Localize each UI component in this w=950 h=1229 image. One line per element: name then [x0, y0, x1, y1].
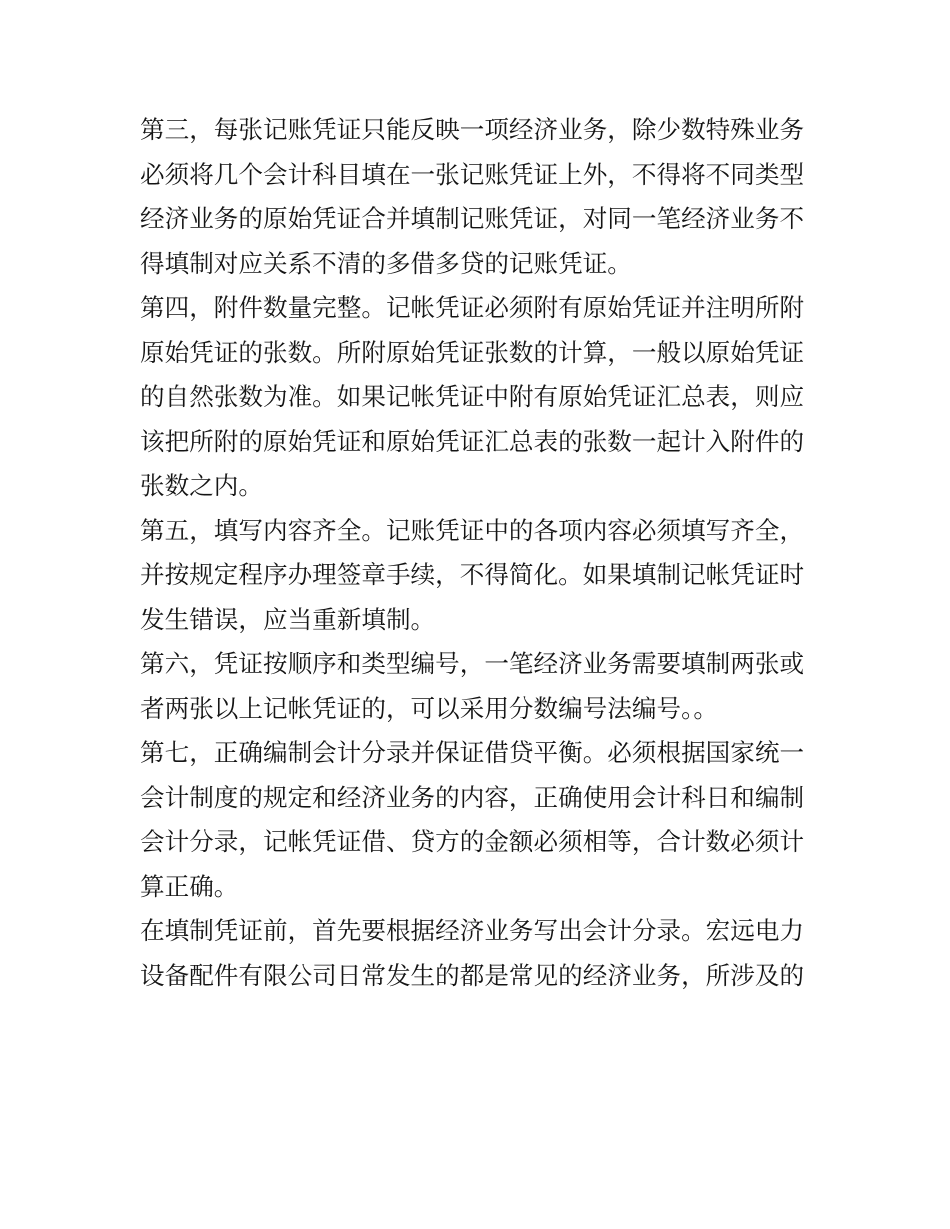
text-line: 必须将几个会计科目填在一张记账凭证上外，不得将不同类型 — [140, 159, 805, 189]
document-body — [140, 108, 812, 998]
text-line: 发生错误，应当重新填制。 — [140, 604, 436, 634]
text-line: 第三，每张记账凭证只能反映一项经济业务，除少数特殊业务 — [140, 115, 805, 144]
text-line: 得填制对应关系不清的多借多贷的记账凭证。 — [140, 248, 632, 278]
text-line: 第四，附件数量完整。记帐凭证必须附有原始凭证并注明所附 — [140, 293, 805, 322]
text-line: 会计分录，记帐凭证借、贷方的金额必须相等，合计数必须计 — [140, 827, 805, 856]
text-line: 算正确。 — [140, 871, 239, 901]
text-line: 第五，填写内容齐全。记账凭证中的各项内容必须填写齐全， — [140, 515, 805, 545]
text-line: 并按规定程序办理签章手续，不得简化。如果填制记帐凭证时 — [140, 560, 805, 589]
text-line: 第六，凭证按顺序和类型编号，一笔经济业务需要填制两张或 — [140, 649, 805, 678]
text-line: 的自然张数为准。如果记帐凭证中附有原始凭证汇总表，则应 — [140, 382, 805, 411]
text-line: 经济业务的原始凭证合并填制记账凭证，对同一笔经济业务不 — [140, 204, 805, 233]
text-line: 者两张以上记帐凭证的，可以采用分数编号法编号。。 — [140, 693, 718, 723]
text-line: 张数之内。 — [140, 471, 263, 500]
text-line: 该把所附的原始凭证和原始凭证汇总表的张数一起计入附件的 — [140, 426, 805, 456]
text-line: 在填制凭证前，首先要根据经济业务写出会计分录。宏远电力 — [140, 916, 805, 945]
text-line: 会计制度的规定和经济业务的内容，正确使用会计科日和编制 — [140, 782, 805, 812]
text-line: 原始凭证的张数。所附原始凭证张数的计算，一般以原始凭证 — [140, 337, 805, 367]
text-line: 第七，正确编制会计分录并保证借贷平衡。必须根据国家统一 — [140, 738, 805, 767]
text-line: 设备配件有限公司日常发生的都是常见的经济业务，所涉及的 — [140, 960, 805, 990]
